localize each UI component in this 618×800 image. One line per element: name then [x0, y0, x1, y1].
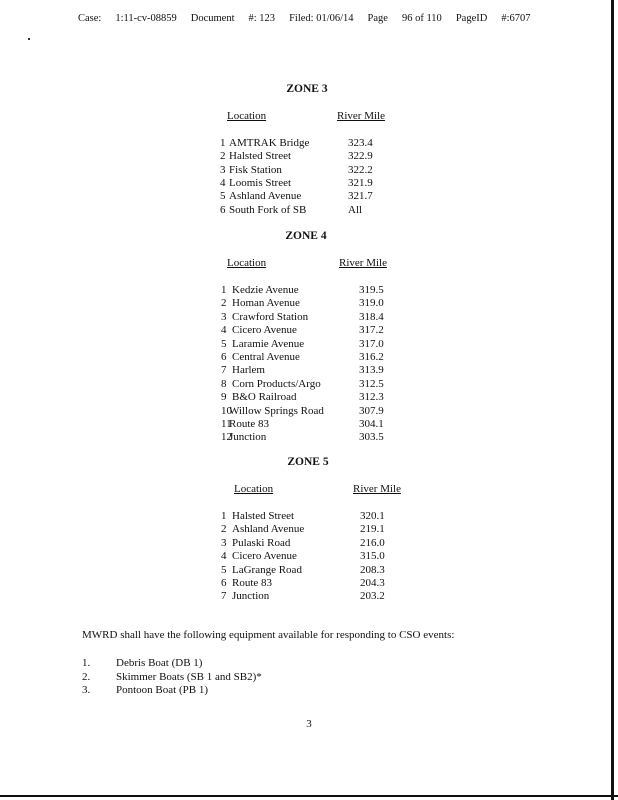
zone-row-river-mile: 203.2 — [360, 590, 385, 603]
zone-row-location: Junction — [229, 431, 267, 444]
zone-row-number: 11 — [221, 418, 232, 430]
zone-row-number: 2 — [221, 523, 227, 536]
zone-row-location: Harlem — [232, 364, 265, 377]
zone-5-mile-header: River Mile — [353, 483, 401, 495]
zone-row-river-mile: 319.0 — [359, 297, 384, 310]
filed-date: Filed: 01/06/14 — [289, 13, 354, 24]
zone-row-number: 9 — [221, 391, 227, 404]
zone-row-location: Ashland Avenue — [229, 190, 302, 203]
zone-5-title: ZONE 5 — [287, 456, 329, 468]
zone-row-location: Central Avenue — [232, 351, 300, 363]
zone-row-river-mile: 317.0 — [359, 337, 384, 350]
zone-row-river-mile: 219.1 — [360, 523, 385, 536]
zone-row-number: 5 — [220, 190, 226, 203]
zone-row-location: Homan Avenue — [232, 297, 300, 310]
equipment-item-number: 1. — [82, 657, 91, 669]
zone-row-number: 3 — [221, 536, 227, 549]
zone-row-location: AMTRAK Bridge — [229, 137, 310, 149]
zone-row-location: B&O Railroad — [232, 391, 297, 404]
zone-row-location: Junction — [232, 590, 270, 603]
zone-row-location: LaGrange Road — [232, 563, 302, 576]
zone-row-number: 2 — [221, 297, 227, 310]
page-label: Page — [367, 13, 388, 24]
zone-row-location: Loomis Street — [229, 176, 292, 189]
zone-row-location: Fisk Station — [229, 163, 282, 176]
zone-row-location: Cicero Avenue — [232, 324, 297, 337]
zone-4-location-header: Location — [227, 257, 267, 269]
zone-3-location-header: Location — [227, 110, 267, 122]
zone-row-number: 5 — [221, 337, 227, 350]
zone-row-location: Pulaski Road — [232, 536, 291, 549]
equipment-intro: MWRD shall have the following equipment available for responding to CSO events: — [82, 629, 455, 641]
zone-row-river-mile: 322.2 — [348, 163, 373, 176]
zone-row-number: 10 — [221, 404, 232, 417]
pageid-label: PageID — [455, 13, 488, 24]
zone-row-river-mile: 323.4 — [348, 137, 373, 149]
zone-row-number: 5 — [221, 563, 227, 576]
zone-row-river-mile: 208.3 — [360, 563, 385, 576]
page-info: 96 of 110 — [401, 13, 442, 24]
zone-row-number: 4 — [220, 176, 226, 189]
zone-row-location: Ashland Avenue — [232, 523, 305, 536]
scan-border-bottom — [0, 795, 618, 797]
zone-row-location: Crawford Station — [232, 310, 309, 323]
zone-row-number: 6 — [220, 203, 226, 216]
zone-row-location: Halsted Street — [232, 510, 295, 522]
zone-4-title: ZONE 4 — [285, 230, 327, 242]
zone-row-number: 1 — [221, 510, 227, 522]
equipment-item-text: Debris Boat (DB 1) — [116, 657, 203, 669]
zone-5-location-header: Location — [234, 483, 274, 495]
zone-row-location: South Fork of SB — [229, 203, 307, 216]
scan-border-right — [611, 0, 614, 800]
equipment-item-number: 2. — [82, 670, 91, 683]
zone-row-river-mile: 321.9 — [348, 176, 373, 189]
zone-3-title: ZONE 3 — [286, 83, 328, 95]
zone-row-number: 6 — [221, 577, 227, 589]
zone-row-number: 7 — [221, 590, 227, 603]
zone-row-number: 7 — [221, 364, 227, 377]
zone-row-river-mile: 304.1 — [359, 418, 384, 430]
zone-row-number: 1 — [220, 137, 226, 149]
equipment-item-text: Skimmer Boats (SB 1 and SB2)* — [116, 670, 262, 683]
equipment-item — [82, 684, 208, 696]
pageid-number: #:6707 — [501, 13, 531, 24]
zone-3-mile-header: River Mile — [337, 110, 385, 122]
zone-row-location: Route 83 — [232, 577, 273, 589]
case-header — [78, 13, 544, 24]
zone-row-river-mile: 319.5 — [359, 284, 384, 296]
zone-row-location: Corn Products/Argo — [232, 377, 321, 390]
equipment-item-number: 3. — [82, 684, 91, 696]
zone-row-river-mile: All — [348, 203, 363, 216]
zone-row-river-mile: 307.9 — [359, 404, 384, 417]
zone-row-river-mile: 320.1 — [360, 510, 385, 522]
zone-row-river-mile: 312.3 — [359, 391, 384, 404]
zone-row-location: Route 83 — [229, 418, 270, 430]
equipment-item — [82, 671, 262, 683]
zone-row-location: Kedzie Avenue — [232, 284, 299, 296]
zone-row-location: Willow Springs Road — [229, 404, 324, 417]
zone-row-river-mile: 317.2 — [359, 324, 384, 337]
page-number: 3 — [306, 718, 312, 730]
zone-row-river-mile: 313.9 — [359, 364, 384, 377]
zone-row-river-mile: 315.0 — [360, 550, 385, 563]
zone-row-number: 6 — [221, 351, 227, 363]
zone-row-number: 4 — [221, 324, 227, 337]
zone-row-number: 12 — [221, 431, 232, 444]
document-label: Document — [190, 13, 235, 24]
zone-row-number: 4 — [221, 550, 227, 563]
zone-row-location: Laramie Avenue — [232, 337, 305, 350]
zone-4-mile-header: River Mile — [339, 257, 387, 269]
zone-row-location: Cicero Avenue — [232, 550, 297, 563]
zone-row-river-mile: 204.3 — [360, 577, 385, 589]
zone-row-number: 8 — [221, 377, 227, 390]
zone-row-river-mile: 321.7 — [348, 190, 373, 203]
scan-speck — [28, 38, 30, 40]
document-number: #: 123 — [248, 13, 276, 24]
equipment-item-text: Pontoon Boat (PB 1) — [116, 684, 208, 696]
zone-row-number: 3 — [221, 310, 227, 323]
equipment-item — [82, 657, 202, 669]
zone-row-number: 3 — [220, 163, 226, 176]
case-number: 1:11-cv-08859 — [115, 13, 177, 24]
case-label: Case: — [78, 13, 102, 24]
zone-row-river-mile: 312.5 — [359, 377, 384, 390]
zone-row-location: Halsted Street — [229, 150, 292, 163]
zone-row-river-mile: 318.4 — [359, 310, 384, 323]
zone-row-river-mile: 303.5 — [359, 431, 384, 444]
zone-row-river-mile: 216.0 — [360, 536, 385, 549]
zone-row-number: 1 — [221, 284, 227, 296]
zone-row-number: 2 — [220, 150, 226, 163]
zone-row-river-mile: 322.9 — [348, 150, 373, 163]
zone-row-river-mile: 316.2 — [359, 351, 384, 363]
